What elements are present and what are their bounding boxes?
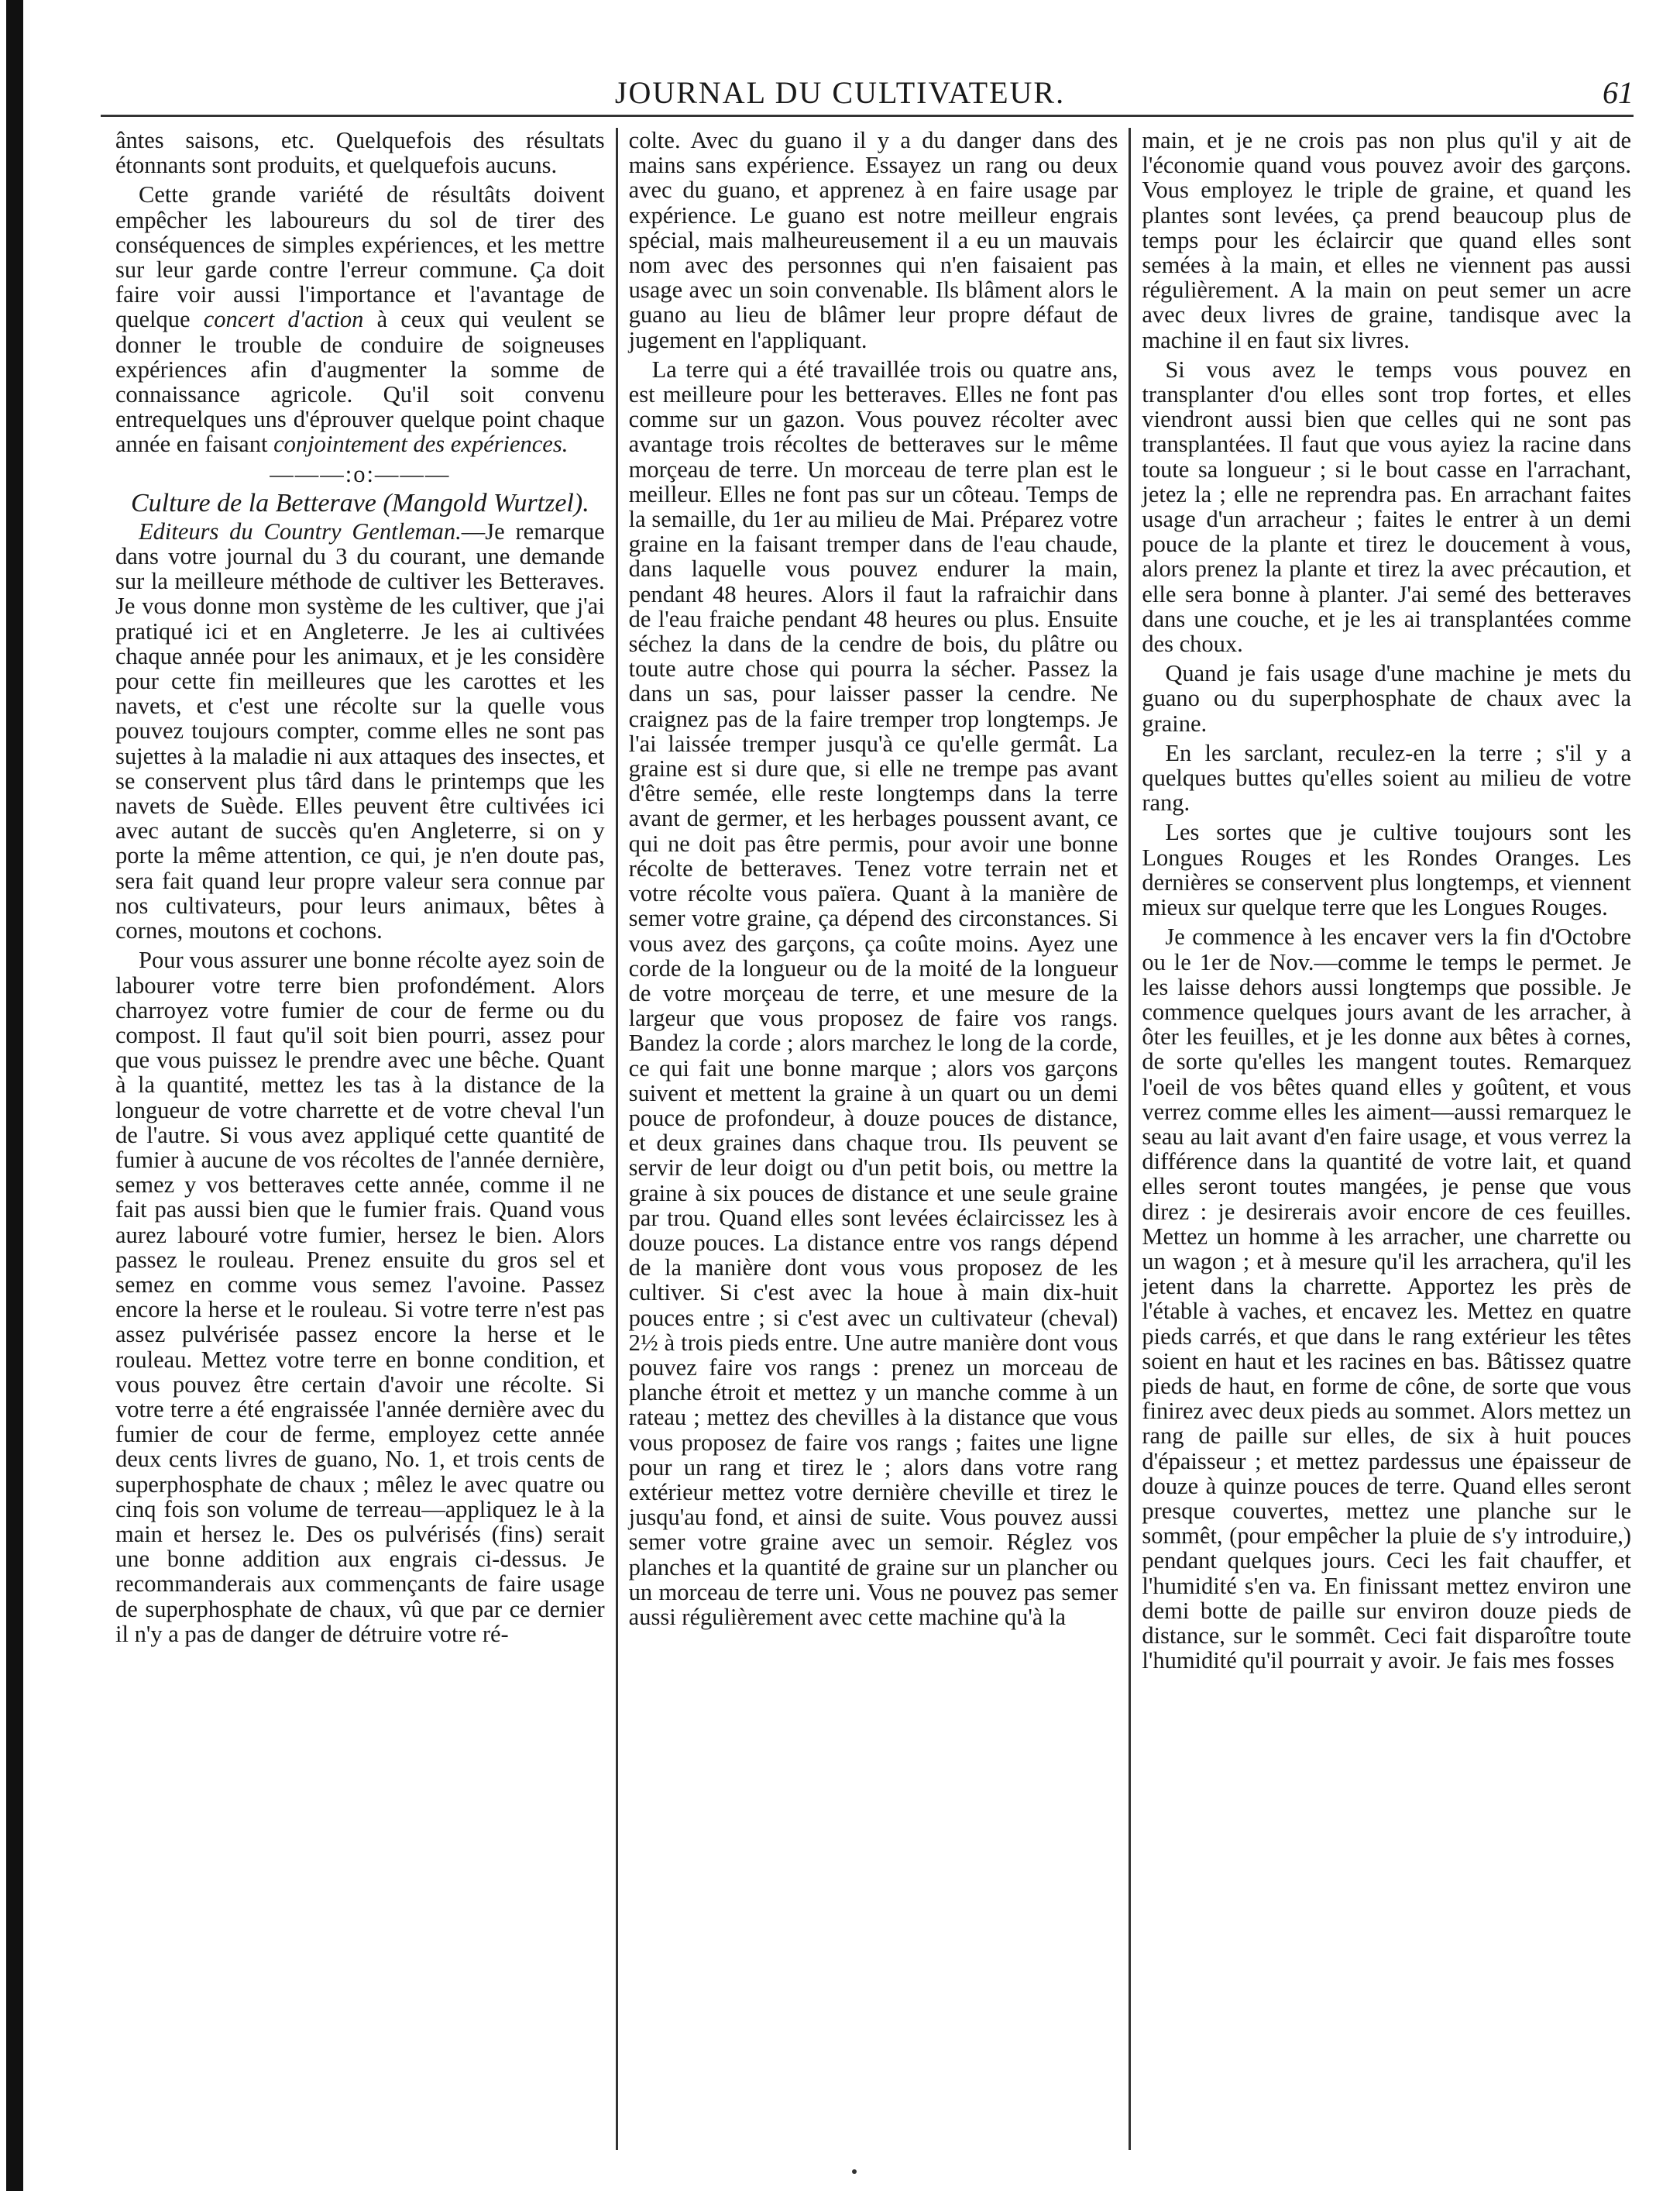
column-2 [616,128,1129,2150]
article-title: Culture de la Betterave (Mangold Wurtzel). [130,488,589,518]
paragraph: Je commence à les encaver vers la fin d'Octobre ou le 1er de Nov.—comme le temps le permet. Je les laisse dehors aussi longtemps que possible. Je commence quelques jours avant de les arracher, à ôter les feuilles, et je les donne aux bêtes à cornes, de sorte qu'elles les mangent toutes. Remarquez l'oeil de vos bêtes quand elles y goûtent, et vous verrez comme elles les aiment—aussi remarquez le seau au lait avant d'en faire usage, et vous verrez la différence dans la quantité de votre lait, et quand elles seront toutes mangées, je pense que vous direz : je desirerais avoir encore de ces feuilles. Mettez un homme à les arracher, une charrette ou un wagon ; et à mesure qu'il les arrachera, qu'il les jetent dans la charrette. Apportez les près de l'étable à vaches, et encavez les. Mettez en quatre pieds carrés, et que dans le rang extérieur les têtes soient en haut et les racines en bas. Bâtissez quatre pieds de haut, en forme de cône, de sorte que vous finirez avec deux pieds au sommet. Alors mettez un rang de paille sur elles, de six à huit pouces d'épaisseur ; et mettez pardessus une épaisseur de douze à quinze pouces de terre. Quand elles seront presque couvertes, mettez une planche sur le sommêt, (pour empêcher la pluie de s'y introduire,) pendant quelques jours. Ceci les fait chauffer, et l'humidité s'en va. En finissant mettez environ une demi botte de paille sur environ douze pieds de distance, sur le sommêt. Ceci fait disparoître toute l'humidité qu'il pourrait y avoir. Je fais mes fosses [1142,924,1632,1674]
scan-edge [6,0,23,2191]
page-header [46,74,1634,121]
paragraph: Pour vous assurer une bonne récolte ayez soin de labourer votre terre bien profondément. Alors charroyez votre fumier de cour de ferme ou du compost. Il faut qu'il soit bien pourri, assez pour que vous puissez le prendre avec une bêche. Quant à la quantité, mettez les tas à la distance de la longueur de votre charrette et de votre cheval l'un de l'autre. Si vous avez appliqué cette quantité de fumier à aucune de vos récoltes de l'année dernière, semez y vos betteraves cette année, comme il ne fait pas aussi bien que le fumier frais. Quand vous aurez labouré votre fumier, hersez le bien. Alors passez le rouleau. Prenez ensuite du gros sel et semez en comme vous semez l'avoine. Passez encore la herse et le rouleau. Si votre terre n'est pas assez pulvérisée passez encore la herse et le rouleau. Mettez votre terre en bonne condition, et vous pouvez être certain d'avoir une récolte. Si votre terre a été engraissée l'année dernière avec du fumier de cour de ferme, employez cette année deux cents livres de guano, No. 1, et trois cents de superphosphate de chaux ; mêlez le avec quatre ou cinq fois son volume de terreau—appliquez le à la main et hersez le. Des os pulvérisés (fins) serait une bonne addition aux engrais ci-dessus. Je recommanderais aux commençants de faire usage de superphosphate de chaux, vû que par ce dernier il n'y a pas de danger de détruire votre ré- [115,947,605,1647]
paragraph: Les sortes que je cultive toujours sont les Longues Rouges et les Rondes Oranges. Les dernières se conservent plus longtemps, et viennent mieux sur quelque terre que les Longues Rouges. [1142,819,1632,921]
paragraph: Cette grande variété de résultâts doivent empêcher les laboureurs du sol de tirer des conséquences de simples expériences, et les mettre sur leur garde contre l'erreur commune. Ça doit faire voir aussi l'importance et l'avantage de quelque concert d'action à ceux qui veulent se donner le trouble de conduire de soigneuses expériences afin d'augmenter la somme de connaissance agricole. Qu'il soit convenu entrequelques uns d'éprouver quelque point chaque année en faisant conjointement des expériences. [115,181,605,458]
paragraph: Editeurs du Country Gentleman.—Je remarque dans votre journal du 3 du courant, une demande sur la meilleure méthode de cultiver les Betteraves. Je vous donne mon système de les cultiver, que j'ai pratiqué ici et en Angleterre. Je les ai cultivées chaque année pour les animaux, et je les considère pour cette fin meilleures que les carottes et les navets, et c'est une récolte sur la quelle vous pouvez toujours compter, comme elles ne sont pas sujettes à la maladie ni aux attaques des insectes, et se conservent plus târd dans le printemps que les navets de Suède. Elles peuvent être cultivées ici avec autant de succès qu'en Angleterre, si on y porte la même attention, ce qui, je n'en doute pas, sera fait quand leur propre valeur sera connue par nos cultivateurs, pour leurs animaux, bêtes à cornes, moutons et cochons. [115,518,605,944]
print-speck [852,2169,857,2174]
paragraph: Quand je fais usage d'une machine je mets du guano ou du superphosphate de chaux avec la graine. [1142,660,1632,737]
paragraph: Si vous avez le temps vous pouvez en transplanter d'ou elles sont trop fortes, et elles viendront aussi bien que celles qui ne sont pas transplantées. Il faut que vous ayiez la racine dans toute sa longueur ; si le bout casse en l'arrachant, jetez la ; elle ne reprendra pas. En arrachant faites usage d'un arracheur ; faites le entrer à un demi pouce de la plante et tirez le doucement à vous, alors prenez la plante et tirez la avec précaution, et elle sera bonne à planter. J'ai semé des betteraves dans une couche, et je les ai transplantées comme des choux. [1142,356,1632,658]
column-1 [105,128,616,2150]
paragraph: En les sarclant, reculez-en la terre ; s'il y a quelques buttes qu'elles soient au milieu de votre rang. [1142,739,1632,817]
section-separator: ———:o:——— [270,460,451,487]
paragraph: main, et je ne crois pas non plus qu'il y ait de l'économie quand vous pouvez avoir des garçons. Vous employez le triple de graine, et quand les plantes sont levées, ça prend beaucoup plus de temps pour les éclaircir que quand elles sont semées à la main, et elles ne viennent pas aussi régulièrement. A la main on peut semer un acre avec deux livres de graine, tandisque avec la machine il en faut six livres. [1142,128,1632,353]
header-rule [101,115,1634,117]
page-number: 61 [1603,75,1634,110]
paragraph: La terre qui a été travaillée trois ou quatre ans, est meilleure pour les betteraves. Elles ne font pas comme sur un gazon. Vous pouvez récolter avec avantage trois récoltes de betteraves sur le même morçeau de terre. Un morceau de terre plan est le meilleur. Elles ne font pas sur un côteau. Temps de la semaille, du 1er au milieu de Mai. Préparez votre graine en la faisant tremper dans de l'eau chaude, dans laquelle vous pouvez endurer la main, pendant 48 heures. Alors il faut la rafraichir dans de l'eau fraiche pendant 48 heures ou plus. Ensuite séchez la dans de la cendre de bois, du plâtre ou toute autre chose qui pourra la sécher. Passez la dans un sas, pour laisser passer la cendre. Ne craignez pas de la faire tremper trop longtemps. Je l'ai laissée tremper jusqu'à ce qu'elle germât. La graine est si dure que, si elle ne trempe pas avant d'être semée, elle reste longtemps dans la terre avant de germer, et les herbages poussent avant, ce qui ne doit pas être permis, pour avoir une bonne récolte de betteraves. Tenez votre terrain net et votre récolte vous païera. Quant à la manière de semer votre graine, ça dépend des circonstances. Si vous avez des garçons, ça coûte moins. Ayez une corde de la longueur ou de la moité de la longueur de votre morçeau de terre, et une mesure de la largeur que vous proposez de faire vos rangs. Bandez la corde ; alors marchez le long de la corde, ce qui fait une bonne marque ; alors vos garçons suivent et mettent la graine à un quart ou un demi pouce de profondeur, à douze pouces de distance, et deux graines dans chaque trou. Ils peuvent se servir de leur doigt ou d'un petit bois, ou mettre la graine à six pouces de distance et une seule graine par trou. Quand elles sont levées éclaircissez les à douze pouces. La distance entre vos rangs dépend de la manière dont vous vous proposez de les cultiver. Si c'est avec la houe à main dix-huit pouces entre ; si c'est avec un cultivateur (cheval) 2½ à trois pieds entre. Une autre manière dont vous pouvez faire vos rangs : prenez un morceau de planche étroit et mettez y un manche comme à un rateau ; mettez des chevilles à la distance que vous vous proposez de faire vos rangs ; faites une ligne pour un rang et tirez le ; alors dans votre rang extérieur mettez votre dernière cheville et tirez le jusqu'au fond, et ainsi de suite. Vous pouvez aussi semer votre graine avec un semoir. Réglez vos planches et la quantité de graine sur un plancher ou un morceau de terre uni. Vous ne pouvez pas semer aussi régulièrement avec cette machine qu'à la [628,356,1118,1630]
paragraph: ântes saisons, etc. Quelquefois des résultats étonnants sont produits, et quelquefois aucuns. [115,128,605,179]
paragraph: colte. Avec du guano il y a du danger dans des mains sans expérience. Essayez un rang ou deux avec du guano, et apprenez à en faire usage par expérience. Le guano est notre meilleur engrais spécial, mais malheureusement il a eu un mauvais nom avec des personnes qui n'en faisaient pas usage avec un soin convenable. Ils blâment alors le guano au lieu de blâmer leur propre défaut de jugement en l'appliquant. [628,128,1118,353]
column-3 [1129,128,1642,2150]
journal-title: JOURNAL DU CULTIVATEUR. [614,75,1066,110]
text-columns [105,128,1642,2150]
